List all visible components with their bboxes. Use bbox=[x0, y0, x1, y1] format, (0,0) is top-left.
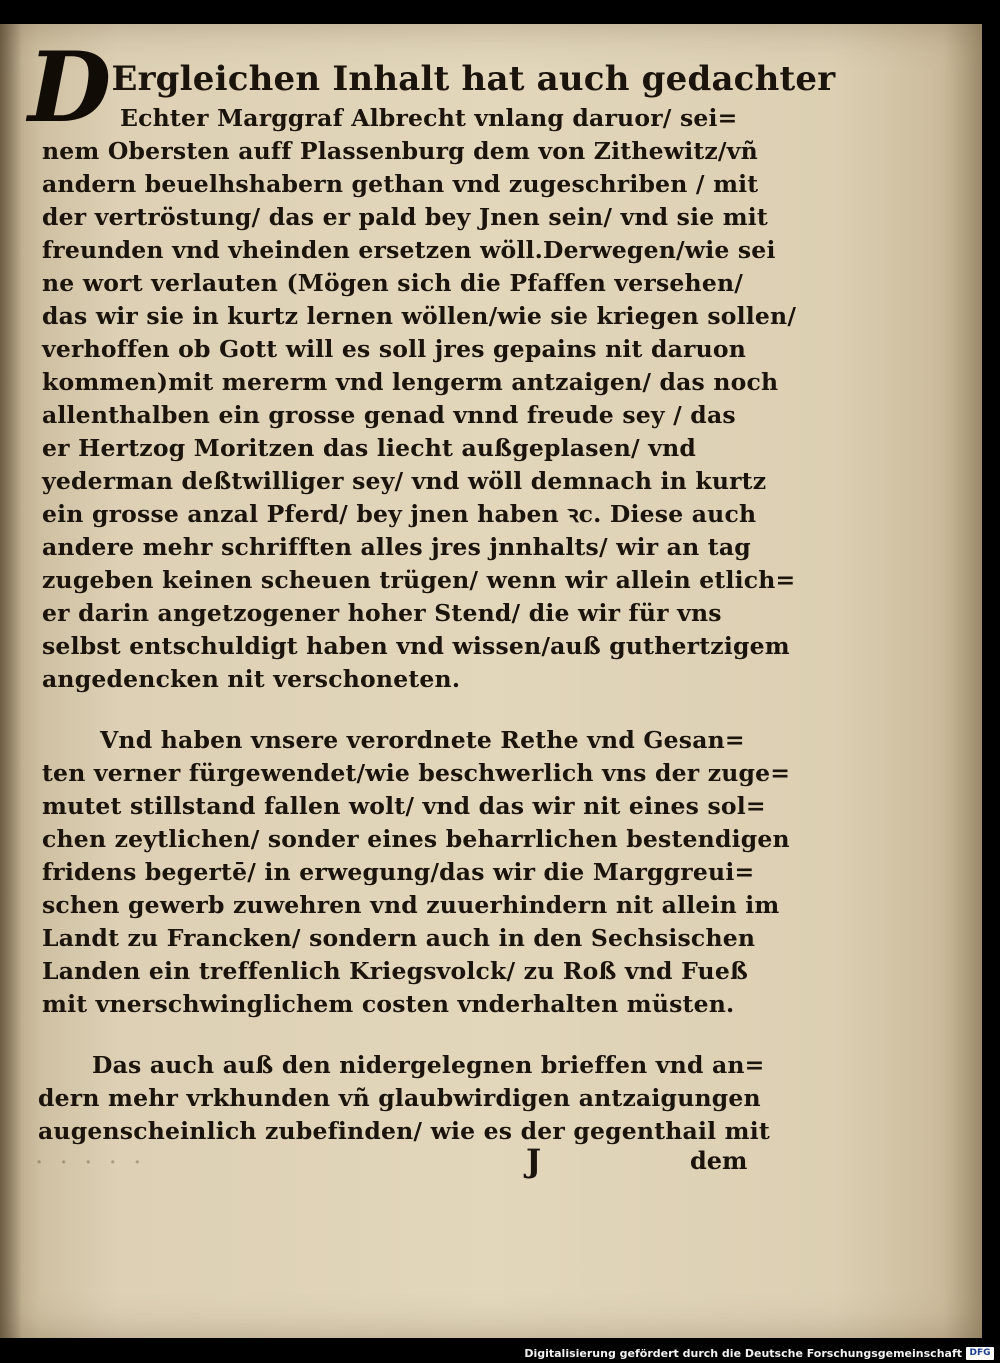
text-line: nem Obersten auff Plassenburg dem von Zithewitz/vñ bbox=[42, 137, 758, 165]
text-line: ten verner fürgewendet/wie beschwerlich vns der zuge= bbox=[42, 759, 791, 787]
paragraph-2 bbox=[28, 724, 791, 1021]
text-line: er darin angetzogener hoher Stend/ die wir für vns bbox=[42, 599, 722, 627]
text-line: kommen)mit mererm vnd lengerm antzaigen/ das noch bbox=[42, 368, 779, 396]
text-line: mit vnerschwinglichem costen vnderhalten müsten. bbox=[42, 990, 735, 1018]
text-line: der vertröstung/ das er pald bey Jnen sein/ vnd sie mit bbox=[42, 203, 768, 231]
page-text bbox=[28, 31, 836, 1148]
text-line: andere mehr schrifften alles jres jnnhalts/ wir an tag bbox=[42, 533, 751, 561]
text-line: mutet stillstand fallen wolt/ vnd das wir nit eines sol= bbox=[42, 792, 766, 820]
catchword: dem bbox=[690, 1146, 748, 1175]
paragraph-3 bbox=[28, 1049, 788, 1148]
drop-initial: D bbox=[28, 31, 112, 144]
text-line: Landen ein treffenlich Kriegsvolck/ zu Roß vnd Fueß bbox=[42, 957, 749, 985]
text-line: ne wort verlauten (Mögen sich die Pfaffen versehen/ bbox=[42, 269, 744, 297]
text-line: ein grosse anzal Pferd/ bey jnen haben ꝛc. Diese auch bbox=[42, 500, 757, 528]
text-line: Das auch auß den nidergelegnen brieffen vnd an= bbox=[92, 1051, 765, 1079]
text-line: schen gewerb zuwehren vnd zuuerhindern nit allein im bbox=[42, 891, 780, 919]
dfg-logo: DFG bbox=[966, 1347, 994, 1360]
text-line: allenthalben ein grosse genad vnnd freude sey / das bbox=[42, 401, 736, 429]
first-line-text: Ergleichen Inhalt hat auch gedachter bbox=[111, 59, 836, 99]
text-line: freunden vnd vheinden ersetzen wöll.Derwegen/wie sei bbox=[42, 236, 776, 264]
text-line: chen zeytlichen/ sonder eines beharrlichen bestendigen bbox=[42, 825, 790, 853]
text-line: fridens begertē/ in erwegung/das wir die Marggreui= bbox=[42, 858, 755, 886]
funding-credit: Digitalisierung gefördert durch die Deutsche Forschungsgemeinschaft bbox=[524, 1347, 962, 1360]
text-line: das wir sie in kurtz lernen wöllen/wie sie kriegen sollen/ bbox=[42, 302, 797, 330]
text-line: augenscheinlich zubefinden/ wie es der gegenthail mit bbox=[38, 1117, 770, 1145]
binding-shadow bbox=[0, 24, 22, 1338]
text-line: andern beuelhshabern gethan vnd zugeschriben / mit bbox=[42, 170, 759, 198]
text-line: selbst entschuldigt haben vnd wissen/auß guthertzigem bbox=[42, 632, 790, 660]
text-line: Echter Marggraf Albrecht vnlang daruor/ sei= bbox=[120, 104, 738, 132]
text-line: verhoffen ob Gott will es soll jres gepains nit daruon bbox=[42, 335, 747, 363]
credit-bar bbox=[0, 1344, 1000, 1363]
paragraph-1 bbox=[28, 102, 797, 696]
signature-mark: J bbox=[526, 1142, 542, 1180]
faded-bleedthrough: · · · · · bbox=[36, 1152, 147, 1173]
text-line: dern mehr vrkhunden vñ glaubwirdigen antzaigungen bbox=[38, 1084, 761, 1112]
text-line: Vnd haben vnsere verordnete Rethe vnd Gesan= bbox=[100, 726, 745, 754]
text-line: yederman deßtwilliger sey/ vnd wöll demnach in kurtz bbox=[42, 467, 767, 495]
text-line: Landt zu Francken/ sondern auch in den Sechsischen bbox=[42, 924, 756, 952]
text-line: zugeben keinen scheuen trügen/ wenn wir allein etlich= bbox=[42, 566, 796, 594]
text-line: angedencken nit verschoneten. bbox=[42, 665, 461, 693]
text-line: er Hertzog Moritzen das liecht außgeplasen/ vnd bbox=[42, 434, 696, 462]
page-footer bbox=[28, 1142, 768, 1182]
